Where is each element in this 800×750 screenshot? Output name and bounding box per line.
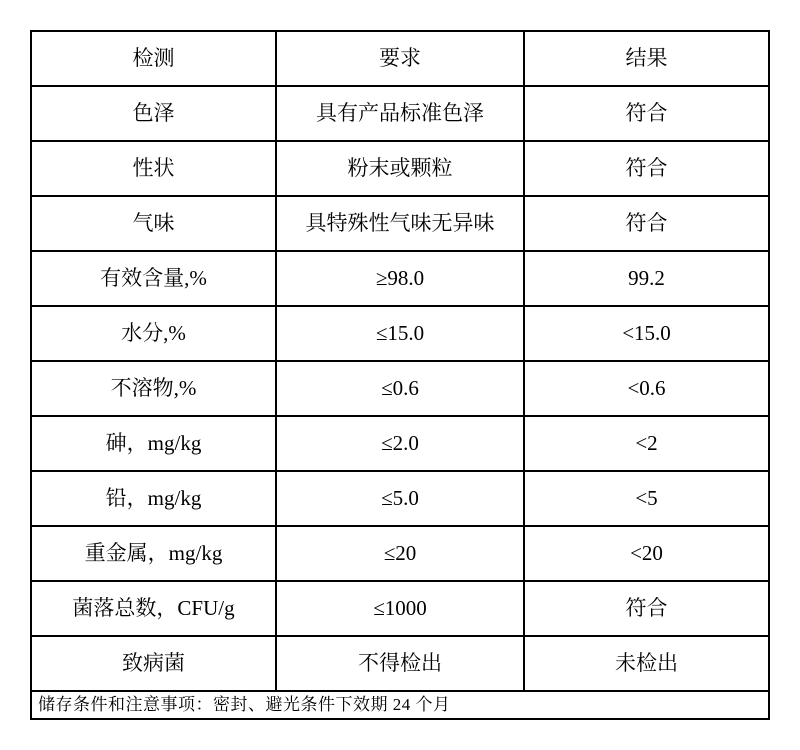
table-row: [31, 251, 769, 306]
cell-requirement: ≤0.6: [276, 361, 524, 416]
cell-requirement: ≤5.0: [276, 471, 524, 526]
cell-requirement: ≤15.0: [276, 306, 524, 361]
table-row: [31, 636, 769, 691]
cell-requirement: ≤20: [276, 526, 524, 581]
cell-result: 99.2: [524, 251, 769, 306]
cell-requirement: ≤1000: [276, 581, 524, 636]
cell-test: 性状: [31, 141, 276, 196]
table-footer-row: [31, 691, 769, 719]
table-row: [31, 306, 769, 361]
cell-requirement: 不得检出: [276, 636, 524, 691]
table-row: [31, 526, 769, 581]
cell-test: 色泽: [31, 86, 276, 141]
cell-test: 砷，mg/kg: [31, 416, 276, 471]
table-row: [31, 471, 769, 526]
cell-requirement: ≥98.0: [276, 251, 524, 306]
cell-requirement: 粉末或颗粒: [276, 141, 524, 196]
cell-result: <2: [524, 416, 769, 471]
cell-test: 重金属，mg/kg: [31, 526, 276, 581]
cell-result: 符合: [524, 196, 769, 251]
table-row: [31, 581, 769, 636]
cell-result: 符合: [524, 141, 769, 196]
storage-note: 储存条件和注意事项：密封、避光条件下效期 24 个月: [31, 691, 769, 719]
cell-requirement: ≤2.0: [276, 416, 524, 471]
inspection-table: [30, 30, 770, 720]
table-row: [31, 196, 769, 251]
cell-requirement: 具特殊性气味无异味: [276, 196, 524, 251]
table-row: [31, 86, 769, 141]
table-row: [31, 141, 769, 196]
cell-result: <20: [524, 526, 769, 581]
header-result: 结果: [524, 31, 769, 86]
cell-result: 符合: [524, 86, 769, 141]
cell-requirement: 具有产品标准色泽: [276, 86, 524, 141]
header-requirement: 要求: [276, 31, 524, 86]
table-header-row: [31, 31, 769, 86]
cell-test: 铅，mg/kg: [31, 471, 276, 526]
table-row: [31, 416, 769, 471]
cell-test: 菌落总数，CFU/g: [31, 581, 276, 636]
cell-result: <0.6: [524, 361, 769, 416]
cell-test: 有效含量,%: [31, 251, 276, 306]
table-row: [31, 361, 769, 416]
cell-test: 气味: [31, 196, 276, 251]
cell-result: 未检出: [524, 636, 769, 691]
cell-result: 符合: [524, 581, 769, 636]
cell-test: 致病菌: [31, 636, 276, 691]
header-test: 检测: [31, 31, 276, 86]
cell-test: 不溶物,%: [31, 361, 276, 416]
cell-result: <15.0: [524, 306, 769, 361]
cell-test: 水分,%: [31, 306, 276, 361]
cell-result: <5: [524, 471, 769, 526]
